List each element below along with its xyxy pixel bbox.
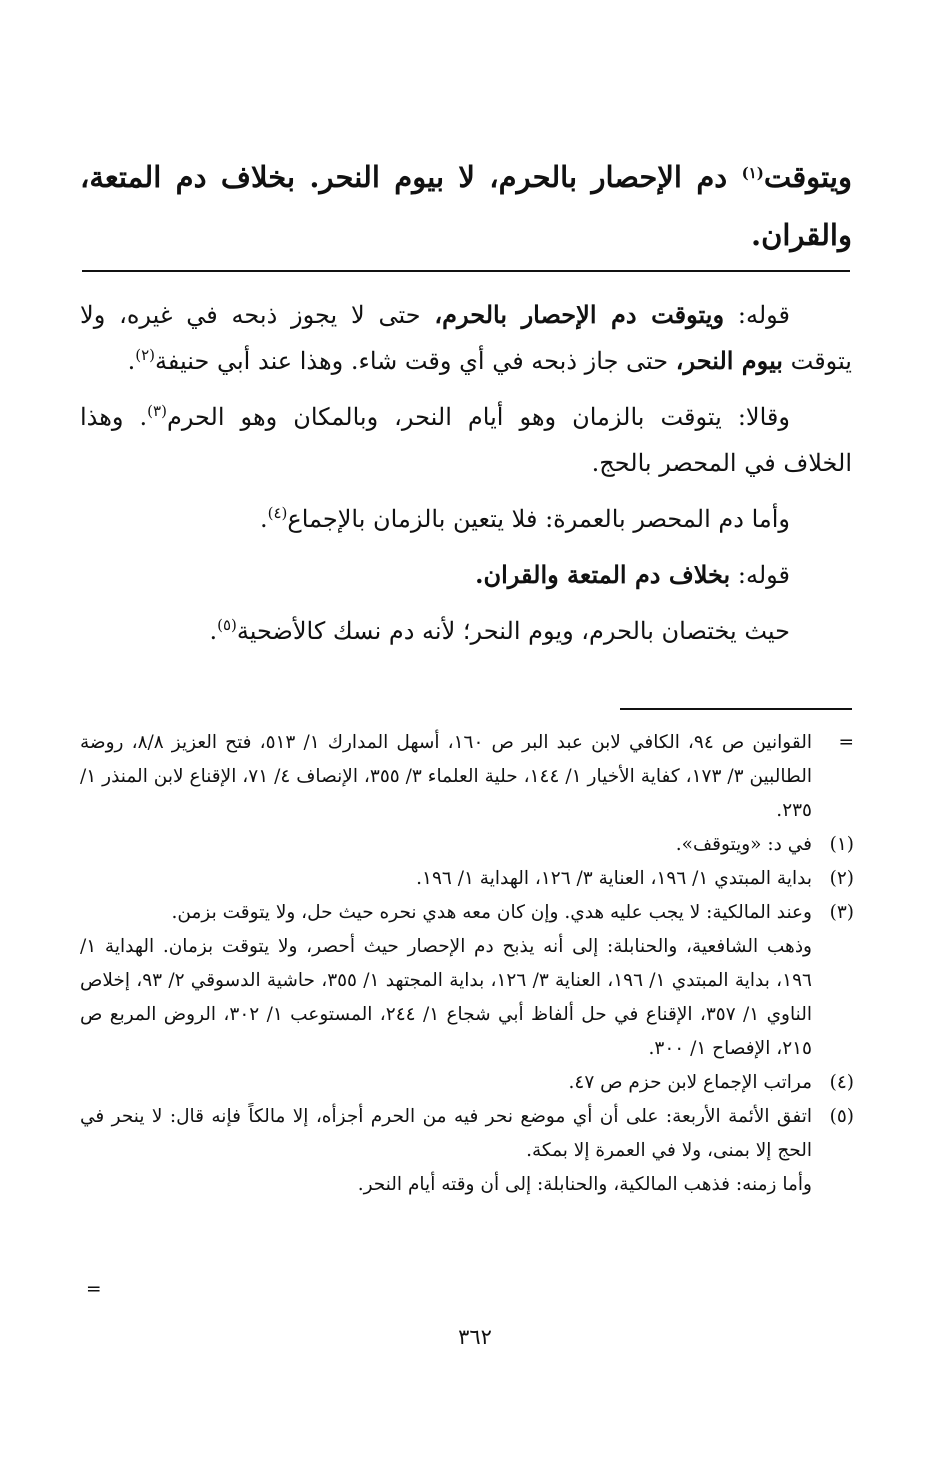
footnote-item <box>80 1100 854 1168</box>
continuation-mark: = <box>838 732 854 753</box>
footnote-item <box>80 896 854 930</box>
footnote-number: (٤) <box>829 1072 854 1093</box>
footnote-text: في د: «ويتوقف». <box>675 834 812 855</box>
commentary <box>80 292 852 654</box>
footnote-ref[interactable]: (٣) <box>147 402 167 420</box>
main-text-divider <box>82 270 850 272</box>
footnote-ref[interactable]: (٥) <box>217 616 237 634</box>
footnote-number: (٥) <box>829 1106 854 1127</box>
quoted-text: بخلاف دم المتعة والقران. <box>475 560 731 589</box>
main-text-part: ويتوقت <box>763 160 852 194</box>
commentary-paragraph: قوله: بخلاف دم المتعة والقران. <box>475 560 790 589</box>
footnote-text: القوانين ص ٩٤، الكافي لابن عبد البر ص ١٦٠، أسهل المدارك ١/ ٥١٣، فتح العزيز ٨/٨، روضة الطالبين ٣/ ١٧٣، كفاية الأخيار ١/ ١٤٤، حلية العلماء ٣/ ٣٥٥، الإنصاف ٤/ ٧١، الإقناع لابن المنذر ١/ ٢٣٥. <box>80 732 812 821</box>
commentary-paragraph: حيث يختصان بالحرم، ويوم النحر؛ لأنه دم نسك كالأضحية$^{(٥)}$. <box>209 616 790 645</box>
footnote-text: وعند المالكية: لا يجب عليه هدي. وإن كان معه هدي نحره حيث حل، ولا يتوقت بزمن. <box>171 902 812 923</box>
page-number: ٣٦٢ <box>458 1325 492 1349</box>
commentary-paragraph: قوله: ويتوقت دم الإحصار بالحرم، حتى لا يجوز ذبحه في غيره، ولا يتوقت بيوم النحر، حتى جاز ذبحه في أي وقت شاء. وهذا عند أبي حنيفة$^{(٢)}$. <box>80 300 852 375</box>
main-text <box>80 148 852 264</box>
footnote-text: اتفق الأئمة الأربعة: على أن أي موضع نحر فيه من الحرم أجزأه، إلا مالكاً فإنه قال: لا ينحر في الحج إلا بمنى، ولا في العمرة إلا بمكة. <box>80 1106 812 1161</box>
footnote-text: وأما زمنه: فذهب المالكية، والحنابلة: إلى أن وقته أيام النحر. <box>357 1174 812 1195</box>
footnote-text: مراتب الإجماع لابن حزم ص ٤٧. <box>568 1072 812 1093</box>
footnote-item <box>80 1066 854 1100</box>
footnote-number: (١) <box>829 834 854 855</box>
main-text-part: دم الإحصار بالحرم، لا بيوم النحر. بخلاف دم المتعة، والقران. <box>80 160 852 252</box>
quoted-text: بيوم النحر، <box>675 346 783 375</box>
footnote-item <box>80 862 854 896</box>
footnote-continuation <box>80 726 854 828</box>
footnote-number: (٣) <box>829 902 854 923</box>
continuation-mark: = <box>86 1279 102 1300</box>
footnote-divider <box>620 708 852 710</box>
footnote-text: وذهب الشافعية، والحنابلة: إلى أنه يذبح دم الإحصار حيث أحصر، ولا يتوقت بزمان. الهداية ١/ ١٩٦، بداية المبتدي ١/ ١٩٦، العناية ٣/ ١٢٦، بداية المجتهد ١/ ٣٥٥، حاشية الدسوقي ٢/ ٩٣، إخلاص الناوي ١/ ٣٥٧، الإقناع في حل ألفاظ أبي شجاع ١/ ٢٤٤، المستوعب ١/ ٣٠٢، الروض المربع ص ٢١٥، الإفصاح ١/ ٣٠٠. <box>80 936 812 1059</box>
commentary-paragraph: وأما دم المحصر بالعمرة: فلا يتعين بالزمان بالإجماع$^{(٤)}$. <box>259 504 790 533</box>
footnotes <box>80 726 854 1202</box>
footnote-text: بداية المبتدي ١/ ١٩٦، العناية ٣/ ١٢٦، الهداية ١/ ١٩٦. <box>416 868 812 889</box>
quoted-text: ويتوقت دم الإحصار بالحرم، <box>434 300 725 329</box>
commentary-paragraph: وقالا: يتوقت بالزمان وهو أيام النحر، وبالمكان وهو الحرم$^{(٣)}$. وهذا الخلاف في المحصر بالحج. <box>80 402 852 477</box>
footnote-ref[interactable]: (٤) <box>267 504 288 522</box>
footnote-item <box>80 828 854 862</box>
footnote-number: (٢) <box>829 868 854 889</box>
footnote-ref[interactable]: (١) <box>741 164 764 182</box>
footnote-ref[interactable]: (٢) <box>135 346 156 364</box>
